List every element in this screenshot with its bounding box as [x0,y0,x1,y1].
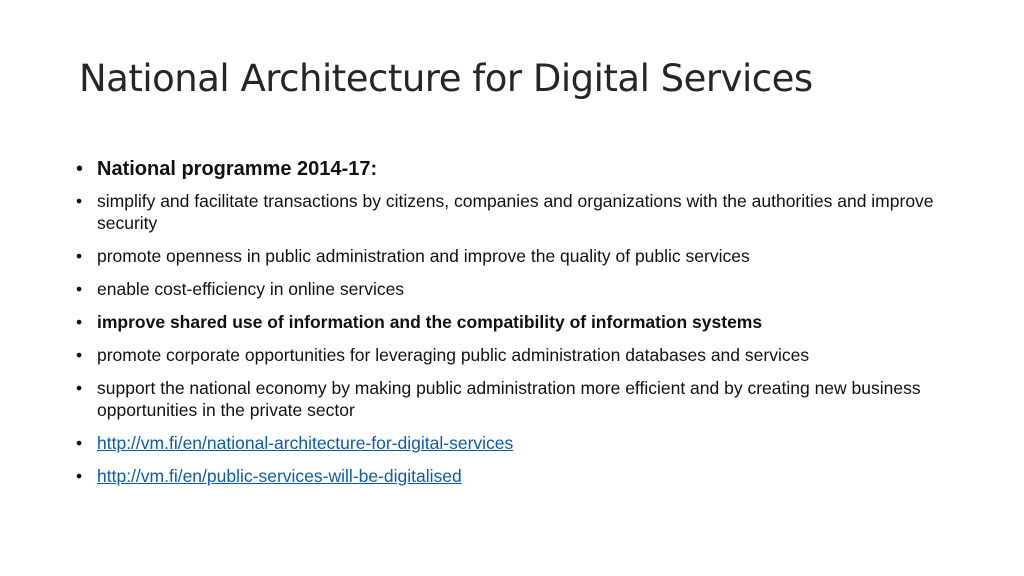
slide-title: National Architecture for Digital Services [79,57,813,100]
bullet-item-corporate [76,344,956,366]
bullet-text: support the national economy by making public administration more efficient and by creating new business opportunities in the private sector [97,378,921,420]
link-public-services-digitalised[interactable]: http://vm.fi/en/public-services-will-be-digitalised [97,466,462,486]
bullet-text: improve shared use of information and the compatibility of information systems [97,312,763,332]
bullet-dot-icon: • [76,378,83,398]
bullet-text: promote openness in public administration and improve the quality of public services [97,246,750,266]
bullet-item-openness [76,245,956,267]
bullet-item-programme [76,155,956,183]
link-national-architecture[interactable]: http://vm.fi/en/national-architecture-for-digital-services [97,433,514,453]
bullet-item-economy [76,377,956,421]
bullet-list [76,155,956,498]
bullet-text: enable cost-efficiency in online services [97,279,405,299]
bullet-text: simplify and facilitate transactions by citizens, companies and organizations with the authorities and improve security [97,191,934,233]
bullet-dot-icon: • [76,345,83,365]
bullet-item-simplify [76,190,956,234]
bullet-dot-icon: • [76,312,83,332]
bullet-item-link-digitalised [76,465,956,487]
bullet-item-cost-efficiency [76,278,956,300]
bullet-dot-icon: • [76,279,83,299]
bullet-item-shared-use [76,311,956,333]
bullet-item-link-architecture [76,432,956,454]
bullet-dot-icon: • [76,466,83,486]
bullet-dot-icon: • [76,433,83,453]
bullet-dot-icon: • [76,158,84,180]
bullet-dot-icon: • [76,246,83,266]
bullet-text: National programme 2014-17: [97,158,378,180]
bullet-dot-icon: • [76,191,83,211]
bullet-text: promote corporate opportunities for leveraging public administration databases and services [97,345,810,365]
